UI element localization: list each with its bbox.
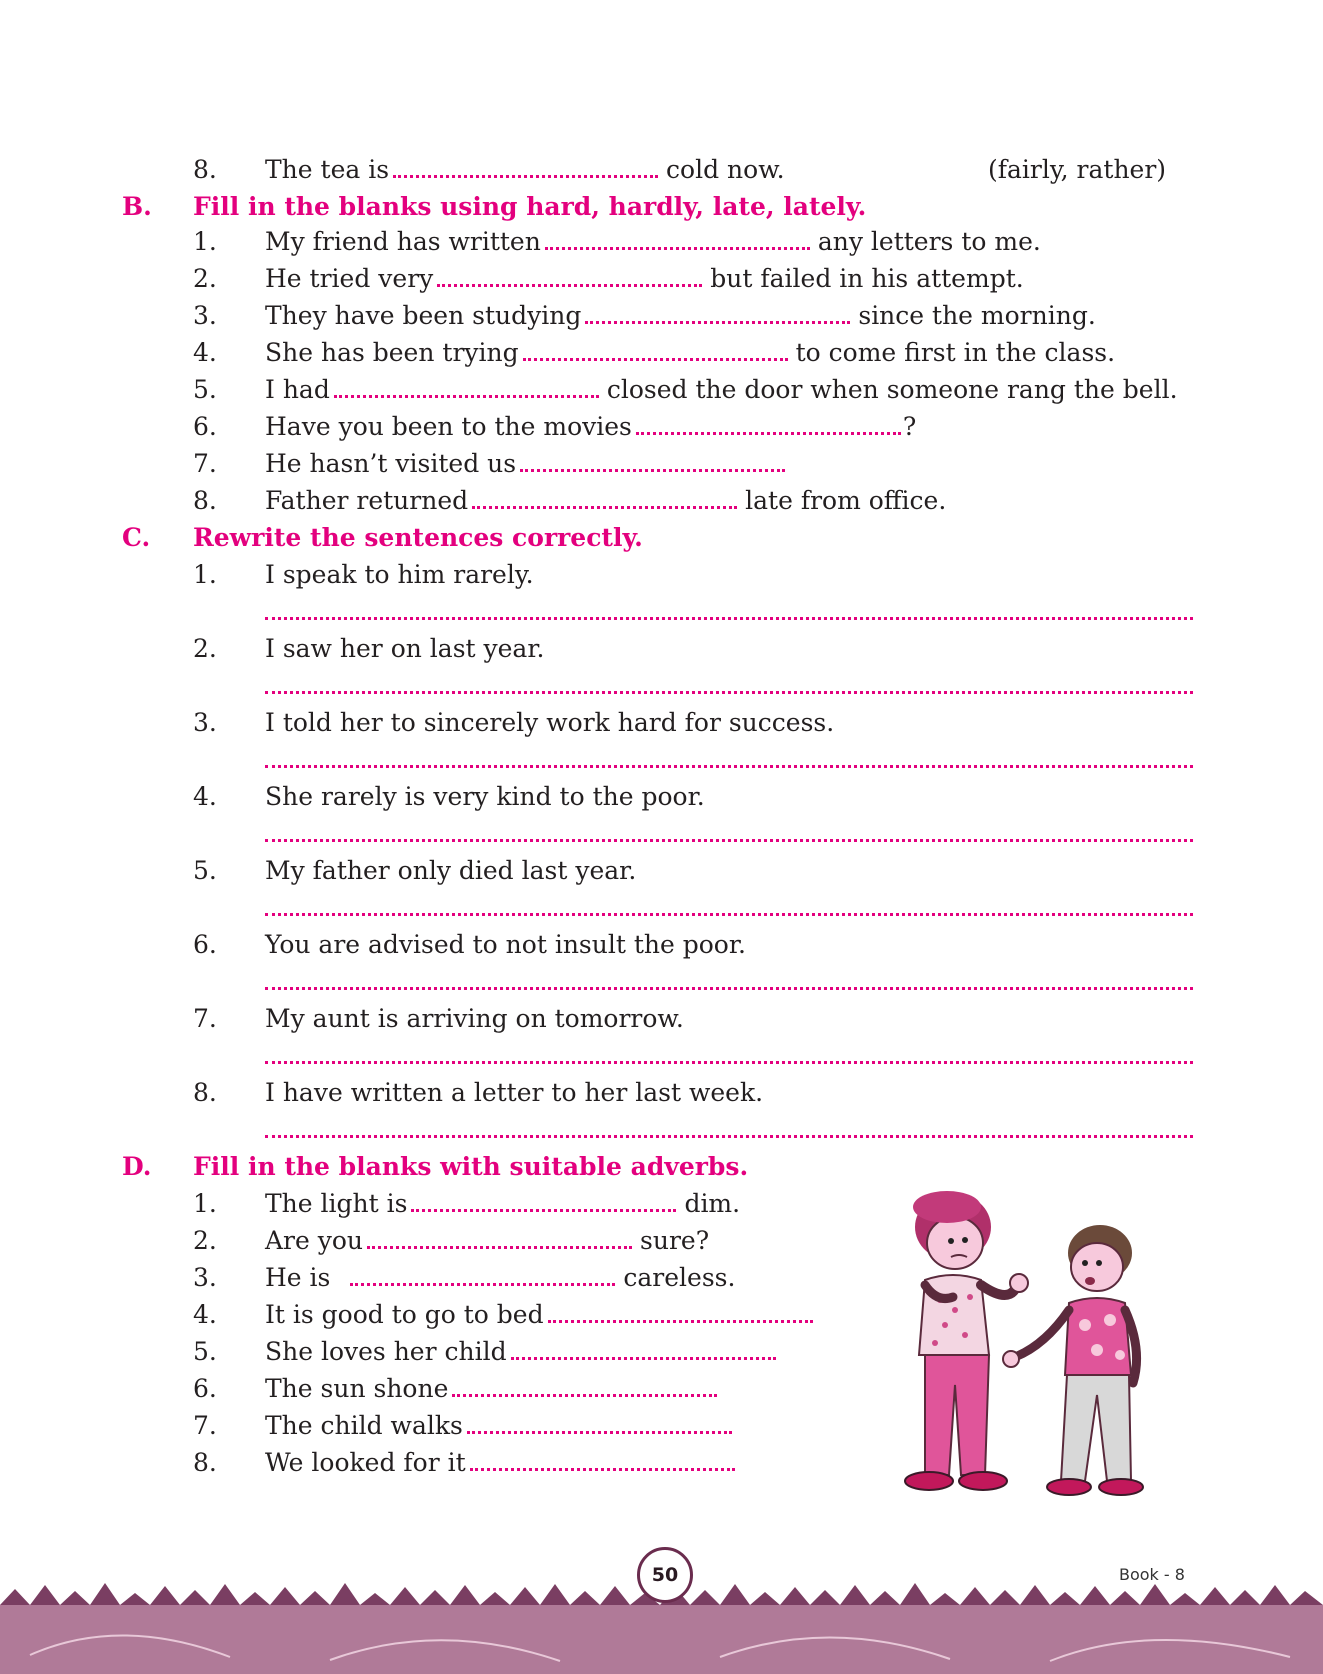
item-sentence: My aunt is arriving on tomorrow. — [265, 1004, 684, 1033]
answer-blank[interactable] — [452, 1391, 717, 1397]
item-text-after: careless. — [623, 1263, 736, 1292]
item-number: 8. — [193, 1448, 217, 1477]
item-text-before: The light is — [265, 1189, 408, 1218]
section-heading: Fill in the blanks with suitable adverbs. — [193, 1152, 749, 1181]
item-text-before: The sun shone — [265, 1374, 449, 1403]
answer-blank[interactable] — [350, 1280, 615, 1286]
item-text-before: She loves her child — [265, 1337, 507, 1366]
item-text-before: Are you — [265, 1226, 364, 1255]
section-letter: C. — [122, 523, 151, 552]
item-sentence: My father only died last year. — [265, 856, 637, 885]
item-text-before: Father returned — [265, 486, 469, 515]
item-number: 7. — [193, 1004, 217, 1033]
item-text-before: He is — [265, 1263, 331, 1292]
item-text-after: since the morning. — [858, 301, 1096, 330]
item-text-after: sure? — [640, 1226, 710, 1255]
item-sentence: You are advised to not insult the poor. — [265, 930, 746, 959]
answer-blank[interactable] — [636, 429, 901, 435]
item-number: 5. — [193, 375, 217, 404]
two-boys-illustration — [885, 1185, 1170, 1505]
item-number: 8. — [193, 1078, 217, 1107]
item-number: 7. — [193, 1411, 217, 1440]
item-number: 3. — [193, 301, 217, 330]
section-heading: Fill in the blanks using hard, hardly, late, lately. — [193, 192, 867, 221]
answer-blank[interactable] — [585, 318, 850, 324]
item-number: 3. — [193, 708, 217, 737]
item-text-after: late from office. — [745, 486, 947, 515]
item-sentence: I have written a letter to her last week. — [265, 1078, 764, 1107]
book-label: Book - 8 — [1119, 1565, 1185, 1584]
section-letter: B. — [122, 192, 152, 221]
item-number: 6. — [193, 930, 217, 959]
answer-blank[interactable] — [472, 503, 737, 509]
item-number: 2. — [193, 634, 217, 663]
answer-blank[interactable] — [334, 392, 599, 398]
item-text-before: They have been studying — [265, 301, 582, 330]
item-number: 4. — [193, 782, 217, 811]
item-text-before: She has been trying — [265, 338, 519, 367]
item-text-after: ? — [902, 412, 917, 441]
answer-line[interactable] — [265, 688, 1193, 694]
item-number: 8. — [193, 486, 217, 515]
item-text-before: He hasn’t visited us — [265, 449, 517, 478]
page-number-badge: 50 — [637, 1547, 693, 1603]
item-number: 2. — [193, 1226, 217, 1255]
answer-blank[interactable] — [520, 466, 785, 472]
answer-blank[interactable] — [523, 355, 788, 361]
answer-blank[interactable] — [545, 244, 810, 250]
exercise-item — [0, 152, 1323, 188]
answer-blank[interactable] — [548, 1317, 813, 1323]
answer-line[interactable] — [265, 984, 1193, 990]
item-number: 6. — [193, 412, 217, 441]
section-heading: Rewrite the sentences correctly. — [193, 523, 643, 552]
item-text-after: any letters to me. — [817, 227, 1041, 256]
answer-line[interactable] — [265, 836, 1193, 842]
item-number: 5. — [193, 1337, 217, 1366]
answer-line[interactable] — [265, 1132, 1193, 1138]
item-text-before: My friend has written — [265, 227, 541, 256]
item-text-after: but failed in his attempt. — [710, 264, 1024, 293]
item-text-before: I had — [265, 375, 330, 404]
item-text-before: We looked for it — [265, 1448, 466, 1477]
item-number: 8. — [193, 155, 217, 184]
answer-line[interactable] — [265, 1058, 1193, 1064]
item-number: 6. — [193, 1374, 217, 1403]
item-text-before: It is good to go to bed — [265, 1300, 544, 1329]
item-text-before: Have you been to the movies — [265, 412, 632, 441]
item-number: 5. — [193, 856, 217, 885]
item-text-before: He tried very — [265, 264, 434, 293]
right-boy-figure — [1003, 1225, 1143, 1495]
answer-blank[interactable] — [470, 1465, 735, 1471]
item-sentence: I speak to him rarely. — [265, 560, 534, 589]
answer-blank[interactable] — [367, 1243, 632, 1249]
answer-blank[interactable] — [411, 1206, 676, 1212]
item-text-after: closed the door when someone rang the bell. — [606, 375, 1178, 404]
item-number: 4. — [193, 338, 217, 367]
item-number: 3. — [193, 1263, 217, 1292]
answer-line[interactable] — [265, 614, 1193, 620]
answer-line[interactable] — [265, 762, 1193, 768]
item-number: 4. — [193, 1300, 217, 1329]
word-hint: (fairly, rather) — [988, 155, 1167, 184]
left-boy-figure — [905, 1191, 1028, 1490]
item-number: 1. — [193, 227, 217, 256]
answer-blank[interactable] — [467, 1428, 732, 1434]
item-number: 1. — [193, 560, 217, 589]
item-text-after: to come first in the class. — [795, 338, 1116, 367]
item-number: 1. — [193, 1189, 217, 1218]
answer-line[interactable] — [265, 910, 1193, 916]
item-sentence: She rarely is very kind to the poor. — [265, 782, 705, 811]
item-text-before: The child walks — [265, 1411, 463, 1440]
section-letter: D. — [122, 1152, 152, 1181]
answer-blank[interactable] — [511, 1354, 776, 1360]
item-number: 7. — [193, 449, 217, 478]
item-number: 2. — [193, 264, 217, 293]
item-text-before: The tea is — [265, 155, 390, 184]
answer-blank[interactable] — [437, 281, 702, 287]
answer-blank[interactable] — [393, 172, 658, 178]
item-sentence: I saw her on last year. — [265, 634, 545, 663]
item-text-after: cold now. — [666, 155, 785, 184]
item-sentence: I told her to sincerely work hard for success. — [265, 708, 835, 737]
item-text-after: dim. — [684, 1189, 741, 1218]
